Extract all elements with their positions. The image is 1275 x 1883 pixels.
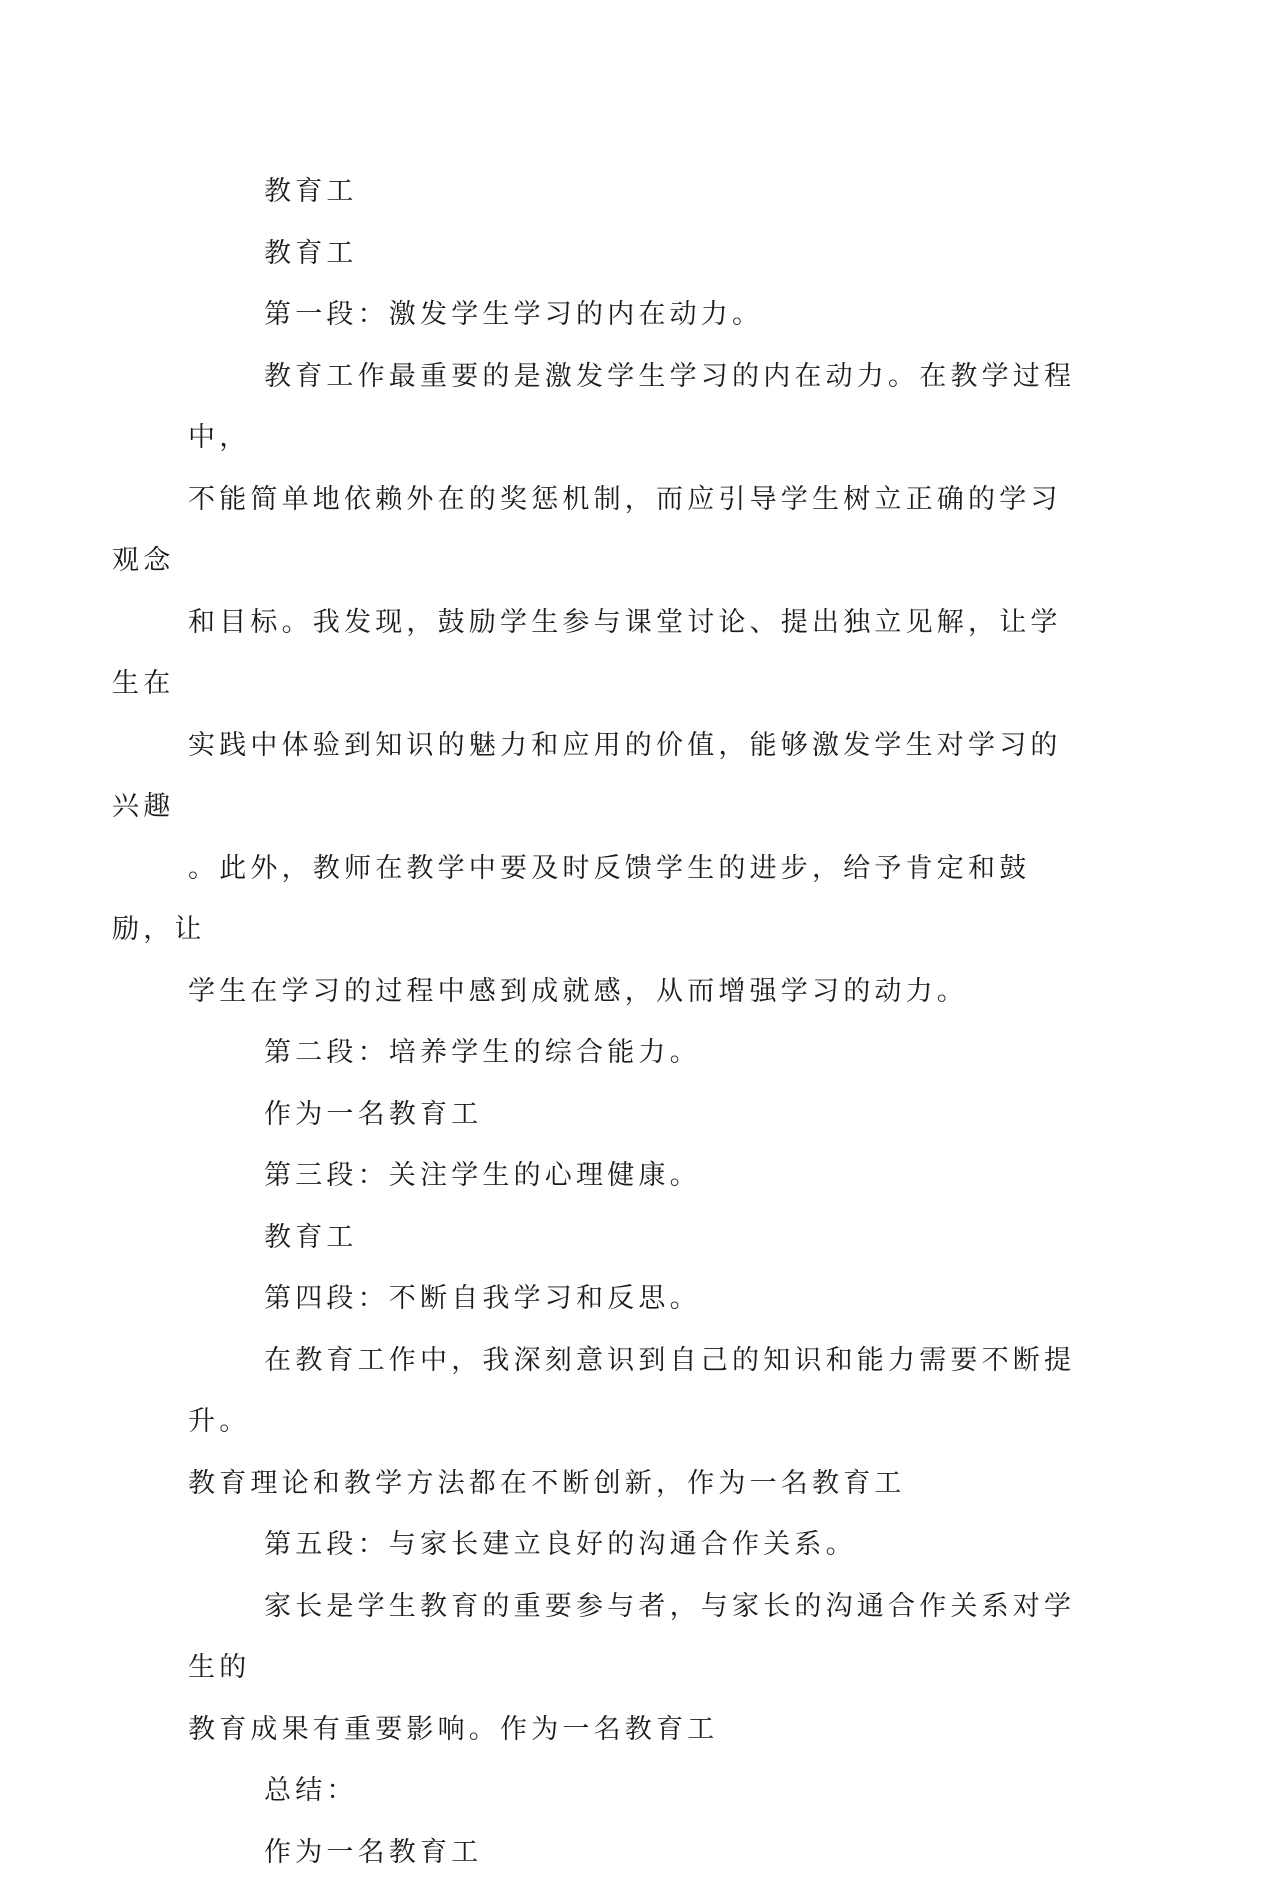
paragraph-line: 家长是学生教育的重要参与者，与家长的沟通合作关系对学生的 (188, 1576, 1078, 1699)
section-2-body (188, 1084, 1078, 1146)
paragraph-line: 第二段：培养学生的综合能力。 (188, 1022, 1078, 1084)
paragraph-line: 第三段：关注学生的心理健康。 (188, 1145, 1078, 1207)
paragraph-line: 实践中体验到知识的魅力和应用的价值，能够激发学生对学习的兴趣 (112, 715, 1078, 838)
paragraph-2 (188, 223, 1078, 285)
paragraph-line: 不能简单地依赖外在的奖惩机制，而应引导学生树立正确的学习观念 (112, 469, 1078, 592)
section-heading-2 (188, 1022, 1078, 1084)
document-body (188, 161, 1078, 1883)
summary-body (188, 1822, 1078, 1883)
paragraph-line: 教育工 (188, 223, 1078, 285)
section-heading-1 (188, 284, 1078, 346)
paragraph-line: 。此外，教师在教学中要及时反馈学生的进步，给予肯定和鼓励，让 (112, 838, 1078, 961)
summary-heading (188, 1760, 1078, 1822)
paragraph-line: 和目标。我发现，鼓励学生参与课堂讨论、提出独立见解，让学生在 (112, 592, 1078, 715)
paragraph-line: 教育工作最重要的是激发学生学习的内在动力。在教学过程中， (188, 346, 1078, 469)
paragraph-line: 作为一名教育工 (188, 1084, 1078, 1146)
section-heading-3 (188, 1145, 1078, 1207)
section-heading-4 (188, 1268, 1078, 1330)
section-heading-5 (188, 1514, 1078, 1576)
paragraph-line: 教育工 (188, 161, 1078, 223)
paragraph-line: 教育理论和教学方法都在不断创新，作为一名教育工 (112, 1453, 1078, 1515)
paragraph-1 (188, 161, 1078, 223)
section-1-body (188, 346, 1078, 1023)
section-5-body (188, 1576, 1078, 1761)
paragraph-line: 总结： (188, 1760, 1078, 1822)
section-4-body (188, 1330, 1078, 1515)
paragraph-line: 第五段：与家长建立良好的沟通合作关系。 (188, 1514, 1078, 1576)
paragraph-line: 学生在学习的过程中感到成就感，从而增强学习的动力。 (112, 961, 1078, 1023)
paragraph-line: 第四段：不断自我学习和反思。 (188, 1268, 1078, 1330)
section-3-body (188, 1207, 1078, 1269)
paragraph-line: 教育工 (188, 1207, 1078, 1269)
paragraph-line: 第一段：激发学生学习的内在动力。 (188, 284, 1078, 346)
paragraph-line: 作为一名教育工 (188, 1822, 1078, 1883)
paragraph-line: 在教育工作中，我深刻意识到自己的知识和能力需要不断提升。 (188, 1330, 1078, 1453)
paragraph-line: 教育成果有重要影响。作为一名教育工 (112, 1699, 1078, 1761)
